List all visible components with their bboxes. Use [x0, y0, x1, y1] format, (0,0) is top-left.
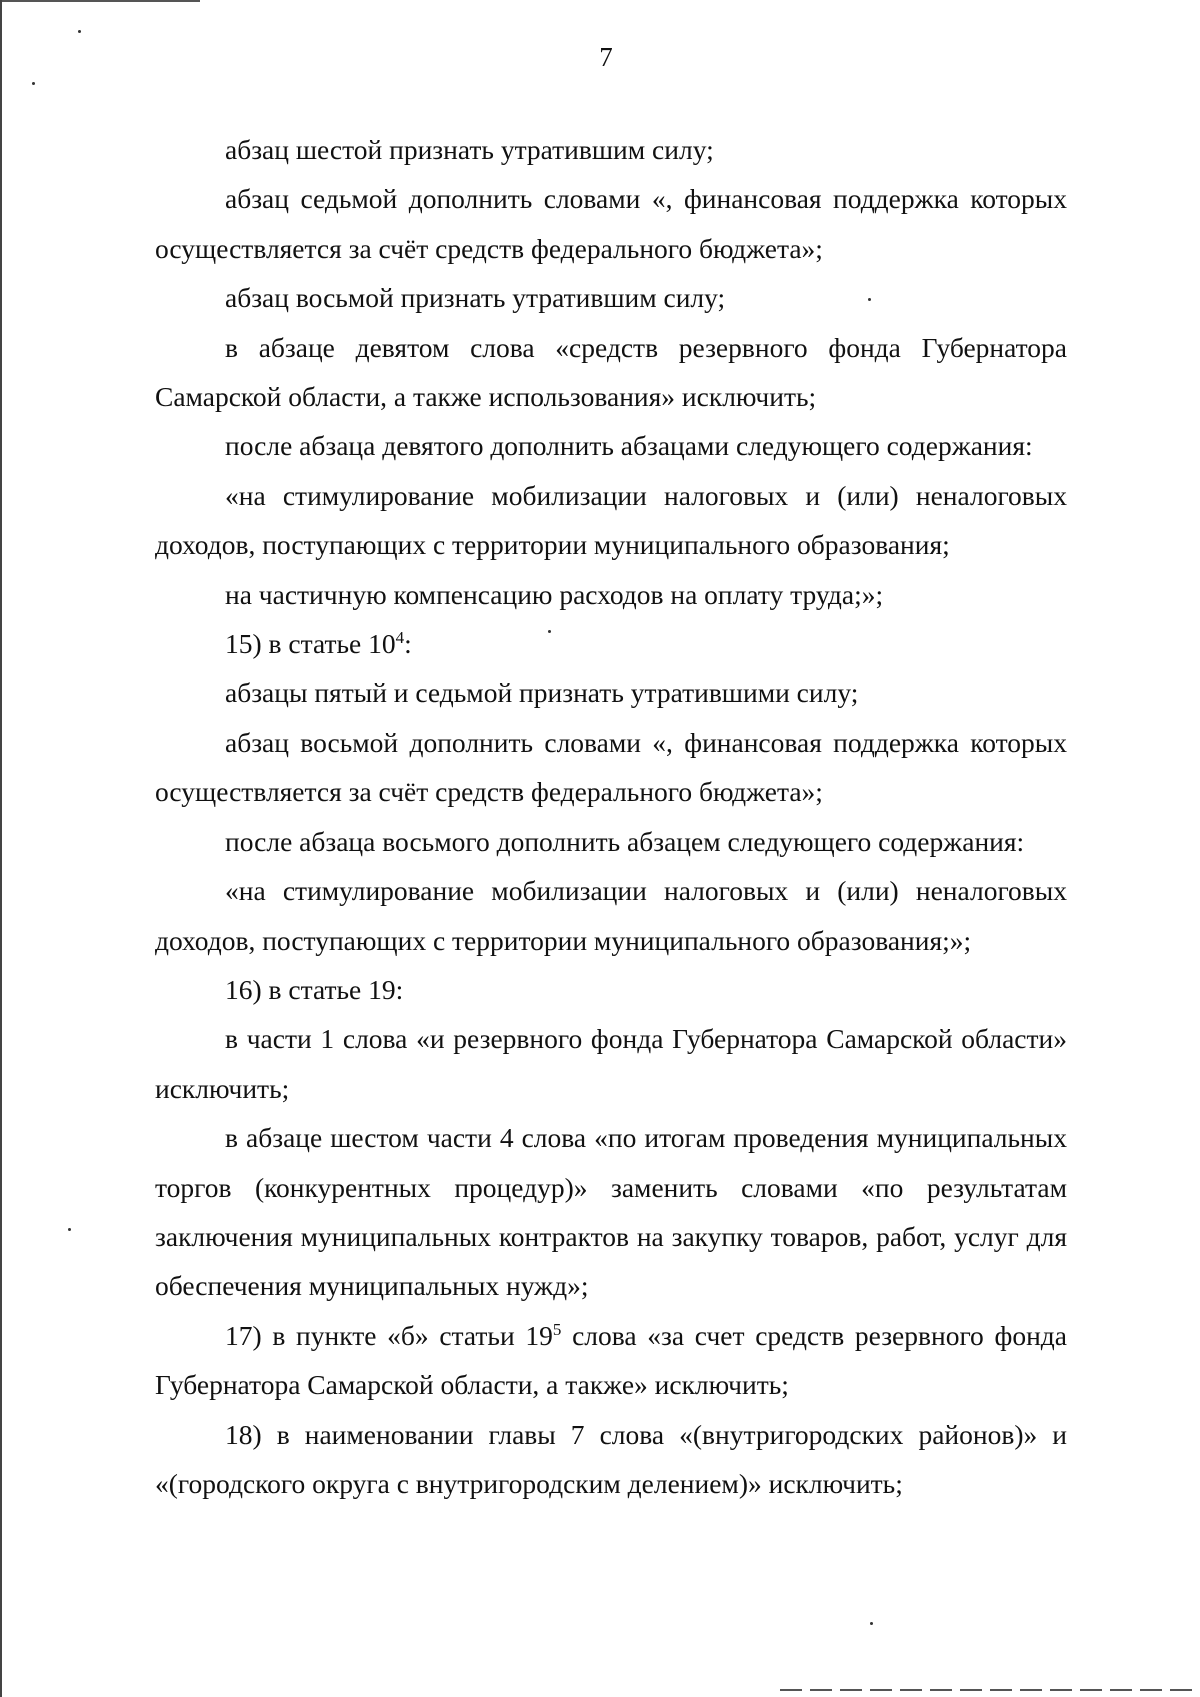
paragraph-text: :: [404, 628, 412, 660]
paragraph: [155, 619, 1067, 668]
paragraph: на частичную компенсацию расходов на оплату труда;»;: [225, 578, 884, 610]
paragraph: «на стимулирование мобилизации налоговых и (или) неналоговых доходов, поступающих с территории муниципального образования;: [155, 479, 1067, 561]
scan-speck: [68, 1228, 71, 1231]
paragraph-text: 15) в статье 10: [225, 628, 396, 660]
scan-edge-top: [0, 0, 200, 2]
paragraph: «на стимулирование мобилизации налоговых и (или) неналоговых доходов, поступающих с территории муниципального образования;»;: [155, 875, 1067, 956]
paragraph: абзац седьмой дополнить словами «, финансовая поддержка которых осуществляется за счёт средств федерального бюджета»;: [155, 183, 1067, 264]
paragraph: после абзаца восьмого дополнить абзацем следующего содержания:: [225, 825, 1025, 857]
paragraph: в части 1 слова «и резервного фонда Губернатора Самарской области» исключить;: [155, 1023, 1067, 1104]
paragraph: 18) в наименовании главы 7 слова «(внутригородских районов)» и «(городского округа с внутригородским делением)» исключить;: [155, 1418, 1067, 1499]
superscript: 5: [552, 1319, 562, 1339]
paragraph-text: слова «за счет средств резервного фонда Губернатора Самарской области, а также» исключить;: [155, 1319, 1067, 1401]
superscript: 4: [395, 627, 405, 647]
scan-edge-left: [0, 0, 2, 1697]
scan-speck: [32, 82, 35, 85]
paragraph: [155, 1311, 1067, 1410]
scan-speck: [78, 30, 81, 33]
paragraph: абзац восьмой признать утратившим силу;: [225, 282, 726, 314]
document-body: [155, 125, 1067, 1508]
paragraph: абзац восьмой дополнить словами «, финансовая поддержка которых осуществляется за счёт средств федерального бюджета»;: [155, 726, 1067, 808]
scan-speck: [870, 1622, 873, 1625]
paragraph-text: 17) в пункте «б» статьи 19: [225, 1319, 553, 1351]
paragraph: в абзаце шестом части 4 слова «по итогам проведения муниципальных торгов (конкурентных процедур)» заменить словами «по результатам заключения муниципальных контрактов на закупку товаров, работ, услуг для обеспечения муниципальных нужд»;: [155, 1122, 1067, 1302]
paragraph: в абзаце девятом слова «средств резервного фонда Губернатора Самарской области, а также использования» исключить;: [155, 331, 1067, 413]
paragraph: абзацы пятый и седьмой признать утратившими силу;: [225, 677, 859, 709]
paragraph: абзац шестой признать утратившим силу;: [225, 134, 714, 165]
page-number: 7: [599, 42, 613, 72]
paragraph: 16) в статье 19:: [225, 973, 404, 1005]
paragraph: после абзаца девятого дополнить абзацами следующего содержания:: [225, 430, 1033, 462]
scan-edge-bottom: [780, 1689, 1200, 1691]
